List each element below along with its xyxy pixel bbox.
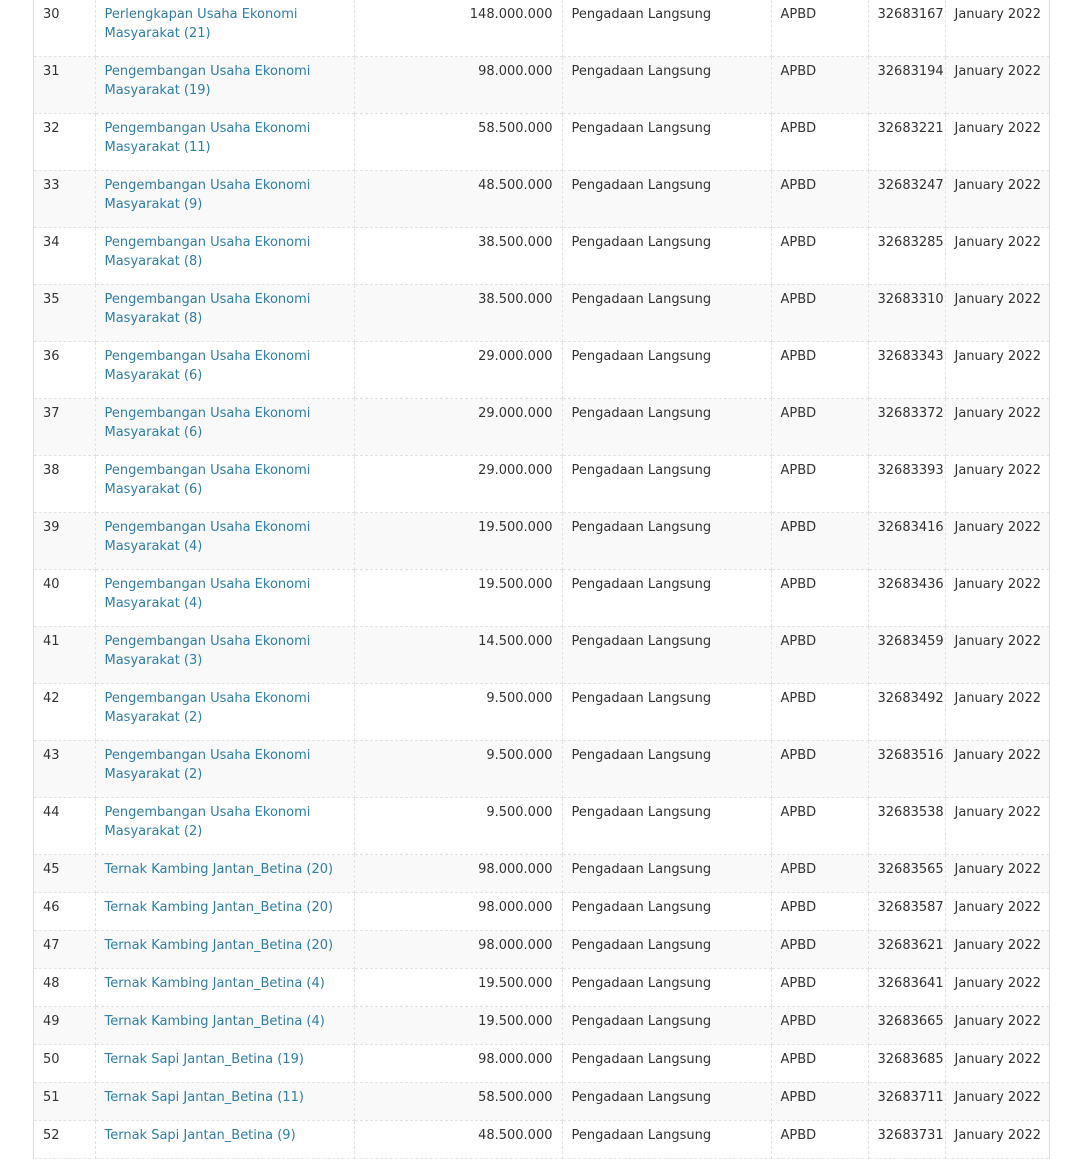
package-code-cell: 32683310 <box>868 285 945 342</box>
budget-value-cell: 48.500.000 <box>354 171 562 228</box>
package-name-link[interactable]: Perlengkapan Usaha Ekonomi Masyarakat (21) <box>95 0 354 57</box>
package-name-link[interactable]: Ternak Kambing Jantan_Betina (4) <box>95 1007 354 1045</box>
package-name-link[interactable]: Pengembangan Usaha Ekonomi Masyarakat (4) <box>95 570 354 627</box>
table-row <box>34 114 1049 171</box>
table-row <box>34 342 1049 399</box>
procurement-method-cell: Pengadaan Langsung <box>562 855 771 893</box>
row-number-cell: 44 <box>34 798 95 855</box>
selection-time-cell: January 2022 <box>945 171 1049 228</box>
package-name-link[interactable]: Ternak Sapi Jantan_Betina (11) <box>95 1083 354 1121</box>
budget-value-cell: 38.500.000 <box>354 285 562 342</box>
package-code-cell: 32683459 <box>868 627 945 684</box>
table-row <box>34 627 1049 684</box>
row-number-cell: 52 <box>34 1121 95 1159</box>
procurement-method-cell: Pengadaan Langsung <box>562 399 771 456</box>
fund-source-cell: APBD <box>771 893 868 931</box>
selection-time-cell: January 2022 <box>945 1045 1049 1083</box>
table-row <box>34 1007 1049 1045</box>
selection-time-cell: January 2022 <box>945 969 1049 1007</box>
package-code-cell: 32683538 <box>868 798 945 855</box>
package-name-link[interactable]: Pengembangan Usaha Ekonomi Masyarakat (2) <box>95 798 354 855</box>
budget-value-cell: 98.000.000 <box>354 1045 562 1083</box>
procurement-method-cell: Pengadaan Langsung <box>562 1007 771 1045</box>
fund-source-cell: APBD <box>771 1083 868 1121</box>
package-code-cell: 32683221 <box>868 114 945 171</box>
row-number-cell: 39 <box>34 513 95 570</box>
procurement-method-cell: Pengadaan Langsung <box>562 114 771 171</box>
budget-value-cell: 98.000.000 <box>354 893 562 931</box>
table-row <box>34 798 1049 855</box>
fund-source-cell: APBD <box>771 627 868 684</box>
row-number-cell: 40 <box>34 570 95 627</box>
budget-value-cell: 29.000.000 <box>354 399 562 456</box>
fund-source-cell: APBD <box>771 798 868 855</box>
budget-value-cell: 9.500.000 <box>354 741 562 798</box>
procurement-method-cell: Pengadaan Langsung <box>562 171 771 228</box>
budget-value-cell: 19.500.000 <box>354 1007 562 1045</box>
table-row <box>34 399 1049 456</box>
fund-source-cell: APBD <box>771 855 868 893</box>
fund-source-cell: APBD <box>771 1121 868 1159</box>
package-code-cell: 32683665 <box>868 1007 945 1045</box>
table-row <box>34 456 1049 513</box>
procurement-method-cell: Pengadaan Langsung <box>562 893 771 931</box>
package-code-cell: 32683343 <box>868 342 945 399</box>
procurement-method-cell: Pengadaan Langsung <box>562 741 771 798</box>
table-row <box>34 684 1049 741</box>
row-number-cell: 43 <box>34 741 95 798</box>
fund-source-cell: APBD <box>771 931 868 969</box>
table-row <box>34 931 1049 969</box>
package-name-link[interactable]: Pengembangan Usaha Ekonomi Masyarakat (6) <box>95 342 354 399</box>
selection-time-cell: January 2022 <box>945 741 1049 798</box>
fund-source-cell: APBD <box>771 342 868 399</box>
package-name-link[interactable]: Pengembangan Usaha Ekonomi Masyarakat (4) <box>95 513 354 570</box>
budget-value-cell: 19.500.000 <box>354 969 562 1007</box>
procurement-method-cell: Pengadaan Langsung <box>562 513 771 570</box>
fund-source-cell: APBD <box>771 969 868 1007</box>
package-name-link[interactable]: Pengembangan Usaha Ekonomi Masyarakat (6) <box>95 399 354 456</box>
row-number-cell: 38 <box>34 456 95 513</box>
row-number-cell: 45 <box>34 855 95 893</box>
budget-value-cell: 98.000.000 <box>354 855 562 893</box>
procurement-method-cell: Pengadaan Langsung <box>562 456 771 513</box>
table-row <box>34 0 1049 57</box>
procurement-method-cell: Pengadaan Langsung <box>562 969 771 1007</box>
fund-source-cell: APBD <box>771 0 868 57</box>
row-number-cell: 37 <box>34 399 95 456</box>
row-number-cell: 34 <box>34 228 95 285</box>
fund-source-cell: APBD <box>771 171 868 228</box>
selection-time-cell: January 2022 <box>945 1121 1049 1159</box>
selection-time-cell: January 2022 <box>945 399 1049 456</box>
package-name-link[interactable]: Pengembangan Usaha Ekonomi Masyarakat (8) <box>95 228 354 285</box>
table-row <box>34 741 1049 798</box>
package-name-link[interactable]: Ternak Kambing Jantan_Betina (20) <box>95 893 354 931</box>
row-number-cell: 48 <box>34 969 95 1007</box>
table-row <box>34 1045 1049 1083</box>
budget-value-cell: 48.500.000 <box>354 1121 562 1159</box>
row-number-cell: 35 <box>34 285 95 342</box>
table-row <box>34 855 1049 893</box>
selection-time-cell: January 2022 <box>945 1083 1049 1121</box>
selection-time-cell: January 2022 <box>945 456 1049 513</box>
package-name-link[interactable]: Ternak Kambing Jantan_Betina (4) <box>95 969 354 1007</box>
table-row <box>34 57 1049 114</box>
row-number-cell: 30 <box>34 0 95 57</box>
selection-time-cell: January 2022 <box>945 684 1049 741</box>
procurement-method-cell: Pengadaan Langsung <box>562 285 771 342</box>
fund-source-cell: APBD <box>771 570 868 627</box>
budget-value-cell: 29.000.000 <box>354 456 562 513</box>
fund-source-cell: APBD <box>771 684 868 741</box>
fund-source-cell: APBD <box>771 57 868 114</box>
package-name-link[interactable]: Ternak Kambing Jantan_Betina (20) <box>95 855 354 893</box>
package-name-link[interactable]: Ternak Sapi Jantan_Betina (9) <box>95 1121 354 1159</box>
package-code-cell: 32683436 <box>868 570 945 627</box>
procurement-method-cell: Pengadaan Langsung <box>562 684 771 741</box>
selection-time-cell: January 2022 <box>945 114 1049 171</box>
package-name-link[interactable]: Pengembangan Usaha Ekonomi Masyarakat (3) <box>95 627 354 684</box>
table-row <box>34 171 1049 228</box>
procurement-method-cell: Pengadaan Langsung <box>562 627 771 684</box>
package-code-cell: 32683711 <box>868 1083 945 1121</box>
package-name-link[interactable]: Ternak Sapi Jantan_Betina (19) <box>95 1045 354 1083</box>
procurement-method-cell: Pengadaan Langsung <box>562 57 771 114</box>
table-row <box>34 570 1049 627</box>
selection-time-cell: January 2022 <box>945 285 1049 342</box>
row-number-cell: 49 <box>34 1007 95 1045</box>
package-code-cell: 32683194 <box>868 57 945 114</box>
row-number-cell: 50 <box>34 1045 95 1083</box>
procurement-method-cell: Pengadaan Langsung <box>562 0 771 57</box>
package-code-cell: 32683247 <box>868 171 945 228</box>
package-name-link[interactable]: Pengembangan Usaha Ekonomi Masyarakat (11) <box>95 114 354 171</box>
fund-source-cell: APBD <box>771 1045 868 1083</box>
procurement-method-cell: Pengadaan Langsung <box>562 570 771 627</box>
budget-value-cell: 58.500.000 <box>354 114 562 171</box>
fund-source-cell: APBD <box>771 114 868 171</box>
package-name-link[interactable]: Pengembangan Usaha Ekonomi Masyarakat (9) <box>95 171 354 228</box>
fund-source-cell: APBD <box>771 399 868 456</box>
package-name-link[interactable]: Pengembangan Usaha Ekonomi Masyarakat (2) <box>95 684 354 741</box>
package-code-cell: 32683416 <box>868 513 945 570</box>
package-code-cell: 32683393 <box>868 456 945 513</box>
selection-time-cell: January 2022 <box>945 931 1049 969</box>
budget-value-cell: 38.500.000 <box>354 228 562 285</box>
fund-source-cell: APBD <box>771 1007 868 1045</box>
package-code-cell: 32683587 <box>868 893 945 931</box>
procurement-table <box>34 0 1049 1159</box>
package-code-cell: 32683516 <box>868 741 945 798</box>
package-code-cell: 32683641 <box>868 969 945 1007</box>
table-body <box>34 0 1049 1159</box>
budget-value-cell: 58.500.000 <box>354 1083 562 1121</box>
budget-value-cell: 19.500.000 <box>354 570 562 627</box>
package-code-cell: 32683731 <box>868 1121 945 1159</box>
selection-time-cell: January 2022 <box>945 228 1049 285</box>
package-name-link[interactable]: Pengembangan Usaha Ekonomi Masyarakat (2) <box>95 741 354 798</box>
row-number-cell: 33 <box>34 171 95 228</box>
fund-source-cell: APBD <box>771 741 868 798</box>
procurement-table-container <box>33 0 1050 1159</box>
package-name-link[interactable]: Pengembangan Usaha Ekonomi Masyarakat (8) <box>95 285 354 342</box>
row-number-cell: 46 <box>34 893 95 931</box>
table-row <box>34 228 1049 285</box>
package-name-link[interactable]: Ternak Kambing Jantan_Betina (20) <box>95 931 354 969</box>
table-row <box>34 1121 1049 1159</box>
row-number-cell: 41 <box>34 627 95 684</box>
budget-value-cell: 148.000.000 <box>354 0 562 57</box>
budget-value-cell: 29.000.000 <box>354 342 562 399</box>
fund-source-cell: APBD <box>771 228 868 285</box>
package-code-cell: 32683621 <box>868 931 945 969</box>
selection-time-cell: January 2022 <box>945 0 1049 57</box>
table-row <box>34 285 1049 342</box>
procurement-method-cell: Pengadaan Langsung <box>562 931 771 969</box>
fund-source-cell: APBD <box>771 456 868 513</box>
budget-value-cell: 9.500.000 <box>354 684 562 741</box>
package-code-cell: 32683565 <box>868 855 945 893</box>
fund-source-cell: APBD <box>771 285 868 342</box>
procurement-method-cell: Pengadaan Langsung <box>562 1045 771 1083</box>
selection-time-cell: January 2022 <box>945 798 1049 855</box>
budget-value-cell: 98.000.000 <box>354 57 562 114</box>
table-row <box>34 969 1049 1007</box>
package-code-cell: 32683372 <box>868 399 945 456</box>
row-number-cell: 47 <box>34 931 95 969</box>
procurement-method-cell: Pengadaan Langsung <box>562 1121 771 1159</box>
selection-time-cell: January 2022 <box>945 570 1049 627</box>
selection-time-cell: January 2022 <box>945 1007 1049 1045</box>
budget-value-cell: 9.500.000 <box>354 798 562 855</box>
row-number-cell: 42 <box>34 684 95 741</box>
row-number-cell: 51 <box>34 1083 95 1121</box>
selection-time-cell: January 2022 <box>945 893 1049 931</box>
package-name-link[interactable]: Pengembangan Usaha Ekonomi Masyarakat (19) <box>95 57 354 114</box>
procurement-method-cell: Pengadaan Langsung <box>562 228 771 285</box>
selection-time-cell: January 2022 <box>945 513 1049 570</box>
table-row <box>34 513 1049 570</box>
package-code-cell: 32683685 <box>868 1045 945 1083</box>
package-code-cell: 32683492 <box>868 684 945 741</box>
procurement-method-cell: Pengadaan Langsung <box>562 1083 771 1121</box>
table-row <box>34 893 1049 931</box>
budget-value-cell: 14.500.000 <box>354 627 562 684</box>
row-number-cell: 36 <box>34 342 95 399</box>
package-name-link[interactable]: Pengembangan Usaha Ekonomi Masyarakat (6) <box>95 456 354 513</box>
package-code-cell: 32683167 <box>868 0 945 57</box>
selection-time-cell: January 2022 <box>945 627 1049 684</box>
budget-value-cell: 98.000.000 <box>354 931 562 969</box>
selection-time-cell: January 2022 <box>945 57 1049 114</box>
budget-value-cell: 19.500.000 <box>354 513 562 570</box>
row-number-cell: 32 <box>34 114 95 171</box>
selection-time-cell: January 2022 <box>945 342 1049 399</box>
package-code-cell: 32683285 <box>868 228 945 285</box>
fund-source-cell: APBD <box>771 513 868 570</box>
table-row <box>34 1083 1049 1121</box>
selection-time-cell: January 2022 <box>945 855 1049 893</box>
procurement-method-cell: Pengadaan Langsung <box>562 342 771 399</box>
procurement-method-cell: Pengadaan Langsung <box>562 798 771 855</box>
row-number-cell: 31 <box>34 57 95 114</box>
